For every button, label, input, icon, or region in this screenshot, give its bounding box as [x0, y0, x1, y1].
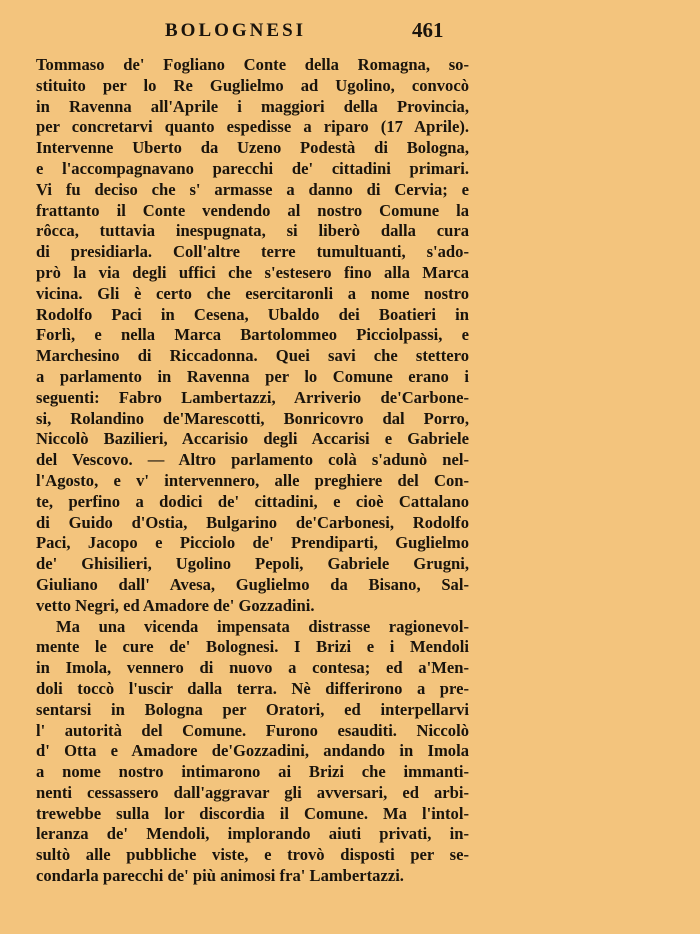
text-line: sultò alle pubbliche viste, e trovò disposti per se- — [36, 845, 469, 865]
text-line: vetto Negri, ed Amadore de' Gozzadini. — [36, 595, 315, 615]
text-line: di presidiarla. Coll'altre terre tumultuanti, s'ado- — [36, 242, 469, 262]
text-line: doli toccò l'uscir dalla terra. Nè differirono a pre- — [36, 678, 469, 698]
text-line: in Ravenna all'Aprile i maggiori della Provincia, — [36, 96, 469, 116]
text-line: a nome nostro intimarono ai Brizi che immanti- — [36, 762, 469, 782]
text-line: prò la via degli uffici che s'estesero fino alla Marca — [36, 262, 469, 282]
text-line: e l'accompagnavano parecchi de' cittadini primari. — [36, 158, 469, 178]
body-text — [36, 55, 469, 887]
text-line: Giuliano dall' Avesa, Guglielmo da Bisano, Sal- — [36, 574, 469, 594]
text-line: in Imola, vennero di nuovo a contesa; ed a'Men- — [36, 658, 469, 678]
running-head: BOLOGNESI — [165, 20, 307, 41]
text-line: vicina. Gli è certo che esercitaronli a nome nostro — [36, 283, 469, 303]
page-header — [0, 18, 700, 46]
text-line: di Guido d'Ostia, Bulgarino de'Carbonesi, Rodolfo — [36, 512, 469, 532]
text-line: stituito per lo Re Guglielmo ad Ugolino, convocò — [36, 75, 469, 95]
text-line: leranza de' Mendoli, implorando aiuti privati, in- — [36, 824, 469, 844]
text-line: del Vescovo. — Altro parlamento colà s'adunò nel- — [36, 450, 469, 470]
text-line: l' autorità del Comune. Furono esauditi. Niccolò — [36, 720, 469, 740]
text-line: mente le cure de' Bolognesi. I Brizi e i Mendoli — [36, 637, 469, 657]
text-line: Ma una vicenda impensata distrasse ragionevol- — [56, 616, 469, 636]
text-line: Marchesino di Riccadonna. Quei savi che stettero — [36, 346, 469, 366]
text-line: condarla parecchi de' più animosi fra' Lambertazzi. — [36, 866, 404, 886]
text-line: a parlamento in Ravenna per lo Comune erano i — [36, 366, 469, 386]
text-line: d' Otta e Amadore de'Gozzadini, andando in Imola — [36, 741, 469, 761]
text-line: Paci, Jacopo e Picciolo de' Prendiparti, Guglielmo — [36, 533, 469, 553]
text-line: nenti cessassero dall'aggravar gli avversari, ed arbi- — [36, 782, 469, 802]
text-line: de' Ghisilieri, Ugolino Pepoli, Gabriele Grugni, — [36, 554, 469, 574]
text-line: Vi fu deciso che s' armasse a danno di Cervia; e — [36, 179, 469, 199]
text-line: trewebbe sulla lor discordia il Comune. Ma l'intol- — [36, 803, 469, 823]
text-line: si, Rolandino de'Marescotti, Bonricovro dal Porro, — [36, 408, 469, 428]
text-line: l'Agosto, e v' intervennero, alle preghiere del Con- — [36, 470, 469, 490]
text-line: frattanto il Conte vendendo al nostro Comune la — [36, 200, 469, 220]
text-line: seguenti: Fabro Lambertazzi, Arriverio de'Carbone- — [36, 387, 469, 407]
text-line: sentarsi in Bologna per Oratori, ed interpellarvi — [36, 699, 469, 719]
text-line: rôcca, tuttavia inespugnata, si liberò dalla cura — [36, 221, 469, 241]
text-line: Intervenne Uberto da Uzeno Podestà di Bologna, — [36, 138, 469, 158]
text-line: Rodolfo Paci in Cesena, Ubaldo dei Boatieri in — [36, 304, 469, 324]
text-line: Forlì, e nella Marca Bartolommeo Picciolpassi, e — [36, 325, 469, 345]
page-number: 461 — [412, 18, 444, 42]
text-line: Niccolò Bazilieri, Accarisio degli Accarisi e Gabriele — [36, 429, 469, 449]
text-line: Tommaso de' Fogliano Conte della Romagna, so- — [36, 55, 469, 74]
text-line: per concretarvi quanto espedisse a riparo (17 Aprile). — [36, 117, 469, 137]
text-line: te, perfino a dodici de' cittadini, e cioè Cattalano — [36, 491, 469, 511]
